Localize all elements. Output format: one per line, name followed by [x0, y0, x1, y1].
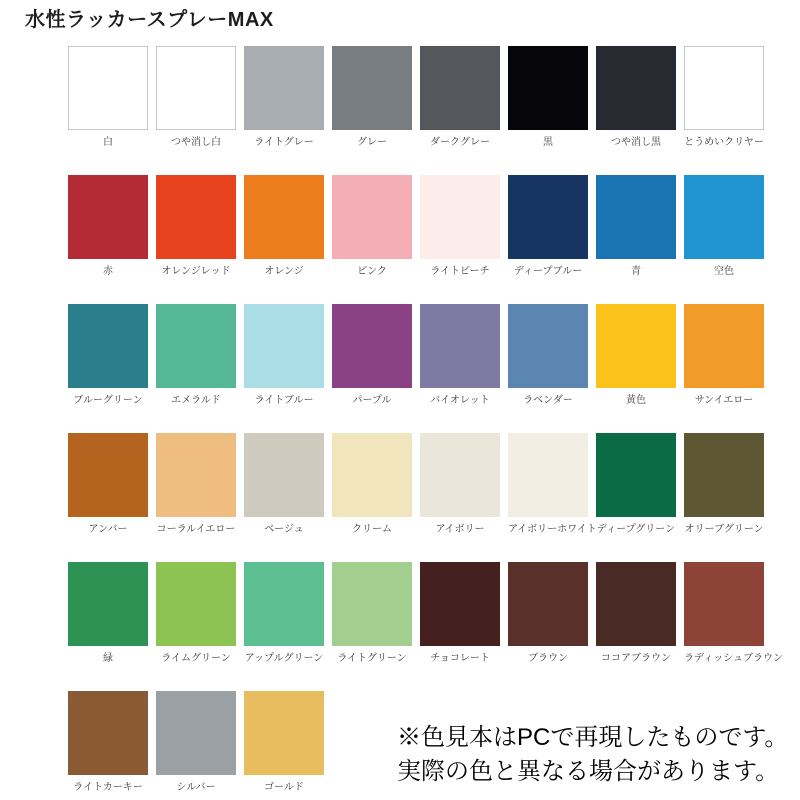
color-swatch	[596, 46, 676, 130]
color-swatch	[156, 562, 236, 646]
swatch-label: エメラルド	[171, 395, 221, 406]
color-swatch	[332, 46, 412, 130]
swatch-label: ピンク	[357, 266, 387, 277]
swatch-label: ラベンダー	[523, 395, 573, 406]
swatch-grid	[68, 46, 783, 800]
color-swatch	[244, 304, 324, 388]
swatch-cell	[596, 304, 676, 406]
swatch-label: オレンジレッド	[161, 266, 231, 277]
swatch-label: アップルグリーン	[244, 653, 324, 664]
swatch-label: ゴールド	[264, 782, 304, 793]
swatch-cell	[156, 304, 236, 406]
disclaimer-line-2: 実際の色と異なる場合があります。	[397, 758, 780, 785]
swatch-label: 赤	[103, 266, 113, 277]
color-swatch	[156, 46, 236, 130]
swatch-label: ベージュ	[264, 524, 304, 535]
color-swatch	[332, 433, 412, 517]
swatch-cell	[156, 175, 236, 277]
swatch-cell	[508, 304, 588, 406]
color-swatch	[68, 691, 148, 775]
swatch-cell	[508, 433, 597, 535]
disclaimer-note	[397, 721, 788, 789]
swatch-cell	[244, 304, 324, 406]
swatch-label: サンイエロー	[694, 395, 754, 406]
swatch-cell	[684, 433, 764, 535]
color-swatch	[244, 691, 324, 775]
color-swatch	[596, 175, 676, 259]
swatch-label: ライムグリーン	[161, 653, 231, 664]
swatch-label: ライトピーチ	[430, 266, 490, 277]
color-swatch	[156, 304, 236, 388]
swatch-label: アイボリーホワイト	[508, 524, 597, 535]
swatch-cell	[420, 562, 500, 664]
swatch-cell	[156, 46, 236, 148]
color-swatch	[684, 175, 764, 259]
swatch-label: クリーム	[352, 524, 392, 535]
swatch-label: パープル	[352, 395, 392, 406]
swatch-label: ブルーグリーン	[73, 395, 143, 406]
swatch-label: 黒	[543, 137, 553, 148]
swatch-label: ディープブルー	[513, 266, 583, 277]
swatch-cell	[156, 691, 236, 793]
swatch-label: ココアブラウン	[601, 653, 671, 664]
swatch-cell	[68, 304, 148, 406]
swatch-cell	[68, 175, 148, 277]
color-swatch	[684, 46, 764, 130]
swatch-cell	[332, 175, 412, 277]
color-swatch	[332, 175, 412, 259]
swatch-label: ライトカーキー	[73, 782, 143, 793]
color-swatch	[68, 304, 148, 388]
color-swatch	[244, 562, 324, 646]
swatch-cell	[596, 433, 676, 535]
color-swatch	[244, 46, 324, 130]
swatch-cell	[596, 46, 676, 148]
color-swatch	[684, 304, 764, 388]
swatch-cell	[156, 562, 236, 664]
swatch-cell	[596, 175, 676, 277]
swatch-row-1	[68, 46, 764, 148]
color-swatch	[68, 562, 148, 646]
color-swatch	[332, 562, 412, 646]
swatch-row-2	[68, 175, 764, 277]
color-swatch	[596, 304, 676, 388]
swatch-cell	[420, 175, 500, 277]
swatch-cell	[244, 433, 324, 535]
color-swatch	[684, 433, 764, 517]
color-swatch	[596, 433, 676, 517]
swatch-label: ブラウン	[528, 653, 568, 664]
swatch-cell	[68, 562, 148, 664]
swatch-cell	[68, 691, 148, 793]
color-swatch	[156, 691, 236, 775]
swatch-label: コーラルイエロー	[156, 524, 236, 535]
color-swatch	[420, 562, 500, 646]
color-swatch	[508, 46, 588, 130]
color-swatch	[508, 562, 588, 646]
swatch-cell	[420, 433, 500, 535]
color-swatch	[332, 304, 412, 388]
swatch-cell	[244, 691, 324, 793]
swatch-cell	[420, 46, 500, 148]
swatch-label: ライトグレー	[254, 137, 314, 148]
swatch-cell	[68, 46, 148, 148]
swatch-cell	[508, 175, 588, 277]
color-swatch	[420, 46, 500, 130]
color-swatch	[420, 433, 500, 517]
swatch-cell	[596, 562, 676, 664]
color-swatch	[156, 433, 236, 517]
swatch-cell	[332, 562, 412, 664]
color-swatch	[420, 175, 500, 259]
swatch-label: シルバー	[176, 782, 216, 793]
swatch-label: ライトブルー	[254, 395, 314, 406]
color-swatch	[508, 304, 588, 388]
swatch-cell	[508, 46, 588, 148]
swatch-label: バイオレット	[430, 395, 490, 406]
swatch-cell	[244, 562, 324, 664]
swatch-label: アンバー	[88, 524, 128, 535]
color-swatch	[156, 175, 236, 259]
swatch-label: つや消し白	[171, 137, 221, 148]
swatch-cell	[684, 304, 764, 406]
swatch-label: 青	[631, 266, 641, 277]
swatch-label: グレー	[357, 137, 387, 148]
page-title: 水性ラッカースプレーMAX	[25, 9, 274, 31]
swatch-cell	[684, 46, 764, 148]
swatch-label: オレンジ	[264, 266, 304, 277]
swatch-cell	[684, 175, 764, 277]
swatch-label: ライトグリーン	[337, 653, 407, 664]
swatch-row-3	[68, 304, 764, 406]
swatch-cell	[684, 562, 783, 664]
color-swatch	[68, 175, 148, 259]
swatch-label: ダークグレー	[430, 137, 490, 148]
swatch-label: 黄色	[626, 395, 646, 406]
color-swatch	[684, 562, 764, 646]
color-swatch	[244, 175, 324, 259]
color-swatch	[68, 46, 148, 130]
swatch-cell	[508, 562, 588, 664]
color-swatch	[68, 433, 148, 517]
swatch-label: 白	[103, 137, 113, 148]
swatch-label: オリーブグリーン	[684, 524, 764, 535]
swatch-row-4	[68, 433, 764, 535]
swatch-label: つや消し黒	[611, 137, 661, 148]
swatch-cell	[332, 46, 412, 148]
swatch-cell	[332, 433, 412, 535]
swatch-label: ディープグリーン	[596, 524, 676, 535]
swatch-label: ラディッシュブラウン	[684, 653, 783, 664]
swatch-cell	[156, 433, 236, 535]
color-swatch	[244, 433, 324, 517]
swatch-cell	[68, 433, 148, 535]
swatch-label: 緑	[103, 653, 113, 664]
color-swatch	[508, 175, 588, 259]
swatch-cell	[244, 46, 324, 148]
disclaimer-line-1: ※色見本はPCで再現したものです。	[397, 724, 789, 751]
swatch-label: チョコレート	[430, 653, 490, 664]
swatch-cell	[332, 304, 412, 406]
swatch-label: 空色	[714, 266, 734, 277]
swatch-cell	[420, 304, 500, 406]
swatch-cell	[244, 175, 324, 277]
swatch-row-5	[68, 562, 783, 664]
color-swatch	[508, 433, 588, 517]
swatch-label: とうめいクリヤー	[684, 137, 764, 148]
color-swatch	[420, 304, 500, 388]
swatch-label: アイボリー	[435, 524, 485, 535]
color-swatch	[596, 562, 676, 646]
